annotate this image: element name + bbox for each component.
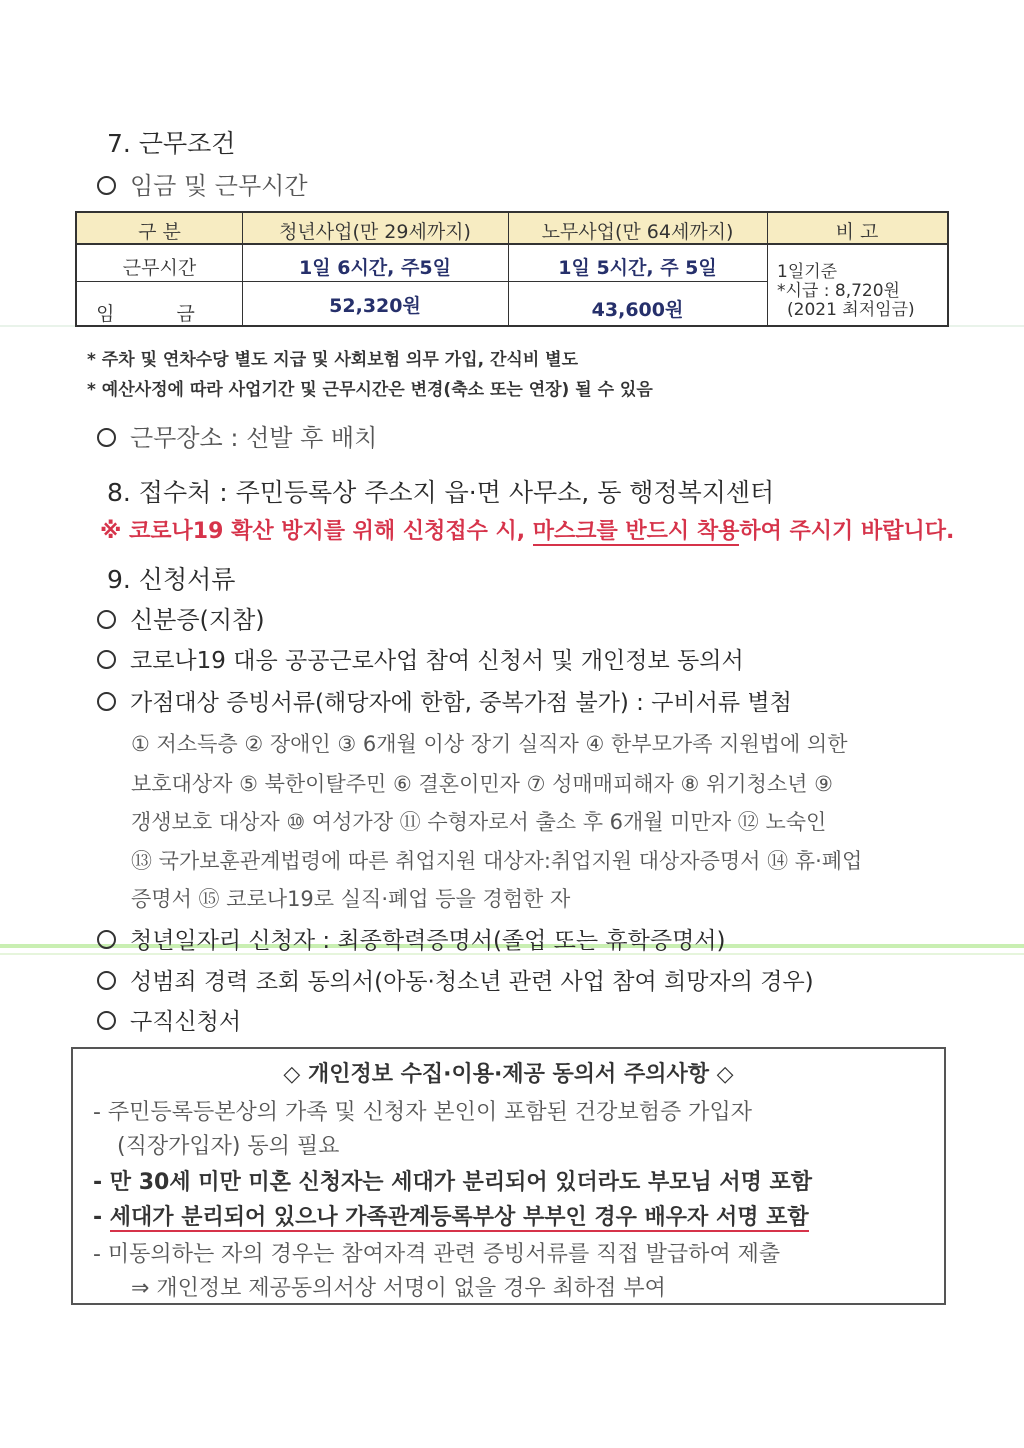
sub-label: 임금 및 근무시간: [130, 172, 308, 200]
item-label: 가점대상 증빙서류(해당자에 한함, 중복가점 불가) : 구비서류 별첨: [130, 690, 792, 716]
table-header-category: 구 분: [138, 221, 181, 243]
table-row-wage-youth: 52,320원: [329, 295, 421, 317]
doc-item-job-application: [97, 1003, 241, 1036]
bonus-detail-line-2: 보호대상자 ⑤ 북한이탈주민 ⑥ 결혼이민자 ⑦ 성매매피해자 ⑧ 위기청소년 ⑨: [131, 772, 833, 796]
circle-bullet-icon: [97, 176, 116, 195]
table-row-hours-label: 근무시간: [122, 257, 197, 279]
section-7-sub-wage: [97, 166, 308, 201]
notice-box-title: ◇ 개인정보 수집·이용·제공 동의서 주의사항 ◇: [283, 1062, 734, 1087]
notice-text: 하여 주시기 바랍니다.: [739, 519, 955, 544]
section-7-sub-location: [97, 418, 377, 453]
notice-line-1: - 주민등록등본상의 가족 및 신청자 본인이 포함된 건강보험증 가입자: [93, 1100, 752, 1125]
item-label: 청년일자리 신청자 : 최종학력증명서(졸업 또는 휴학증명서): [130, 928, 726, 954]
notice-highlight: 세대가 분리되어 있으나 가족관계등록부상 부부인 경우 배우자 서명 포함: [109, 1205, 809, 1230]
bonus-detail-line-4: ⑬ 국가보훈관계법령에 따른 취업지원 대상자:취업지원 대상자증명서 ⑭ 휴·폐업: [131, 849, 863, 873]
doc-item-id: [97, 600, 265, 635]
doc-item-crime-check: [97, 963, 814, 996]
circle-bullet-icon: [97, 930, 116, 949]
notice-line-2: (직장가입자) 동의 필요: [117, 1134, 340, 1159]
notice-highlight: 마스크를 반드시 착용: [532, 519, 740, 544]
table-row-wage-labor: 43,600원: [591, 299, 684, 321]
notice-line-4: [93, 1200, 809, 1231]
doc-item-bonus-proof: [97, 684, 792, 717]
notice-line-6: ⇒ 개인정보 제공동의서상 서명이 없을 경우 최하점 부여: [131, 1276, 666, 1301]
circle-bullet-icon: [97, 971, 116, 990]
table-header-youth: 청년사업(만 29세까지): [279, 221, 471, 243]
mask-notice: [100, 514, 954, 545]
notice-line-5: - 미동의하는 자의 경우는 참여자격 관련 증빙서류를 직접 발급하여 제출: [93, 1242, 781, 1267]
item-label: 구직신청서: [130, 1009, 242, 1035]
bonus-detail-line-5: 증명서 ⑮ 코로나19로 실직·폐업 등을 경험한 자: [131, 887, 571, 911]
bonus-detail-line-3: 갱생보호 대상자 ⑩ 여성가장 ⑪ 수형자로서 출소 후 6개월 미만자 ⑫ 노숙인: [131, 810, 827, 834]
circle-bullet-icon: [97, 1011, 116, 1030]
footnote-2: * 예산사정에 따라 사업기간 및 근무시간은 변경(축소 또는 연장) 될 수 있음: [87, 380, 653, 400]
circle-bullet-icon: [97, 610, 116, 629]
table-row-wage-label: 임 금: [96, 303, 223, 325]
table-note-line1: 1일기준: [777, 262, 838, 282]
privacy-consent-notice-box: [71, 1047, 946, 1305]
circle-bullet-icon: [97, 428, 116, 447]
table-header-note: 비 고: [835, 221, 879, 243]
item-label: 코로나19 대응 공공근로사업 참여 신청서 및 개인정보 동의서: [130, 648, 744, 674]
notice-line-3: - 만 30세 미만 미혼 신청자는 세대가 분리되어 있더라도 부모님 서명 포함: [93, 1170, 813, 1195]
table-note-line3: (2021 최저임금): [787, 300, 915, 320]
item-label: 신분증(지참): [130, 606, 265, 634]
work-condition-table: [75, 211, 949, 327]
table-row-hours-youth: 1일 6시간, 주5일: [299, 257, 451, 279]
table-divider: [77, 281, 767, 282]
footnote-1: * 주차 및 연차수당 별도 지급 및 사회보험 의무 가입, 간식비 별도: [87, 350, 579, 370]
section-8-heading: 8. 접수처 : 주민등록상 주소지 읍·면 사무소, 동 행정복지센터: [107, 478, 775, 507]
doc-item-youth-job: [97, 922, 725, 955]
doc-item-application: [97, 642, 744, 675]
table-header-labor: 노무사업(만 64세까지): [541, 221, 734, 243]
section-7-heading: 7. 근무조건: [107, 129, 236, 158]
sub-label: 근무장소 : 선발 후 배치: [130, 424, 378, 452]
section-9-heading: 9. 신청서류: [107, 565, 236, 594]
notice-text: ※ 코로나19 확산 방지를 위해 신청접수 시,: [100, 519, 533, 544]
table-note-line2: *시급 : 8,720원: [777, 281, 900, 301]
circle-bullet-icon: [97, 692, 116, 711]
item-label: 성범죄 경력 조회 동의서(아동·청소년 관련 사업 참여 희망자의 경우): [130, 969, 814, 995]
bonus-detail-line-1: ① 저소득층 ② 장애인 ③ 6개월 이상 장기 실직자 ④ 한부모가족 지원법에 의한: [131, 732, 848, 756]
circle-bullet-icon: [97, 650, 116, 669]
dash: -: [93, 1205, 110, 1230]
table-row-hours-labor: 1일 5시간, 주 5일: [558, 257, 717, 279]
